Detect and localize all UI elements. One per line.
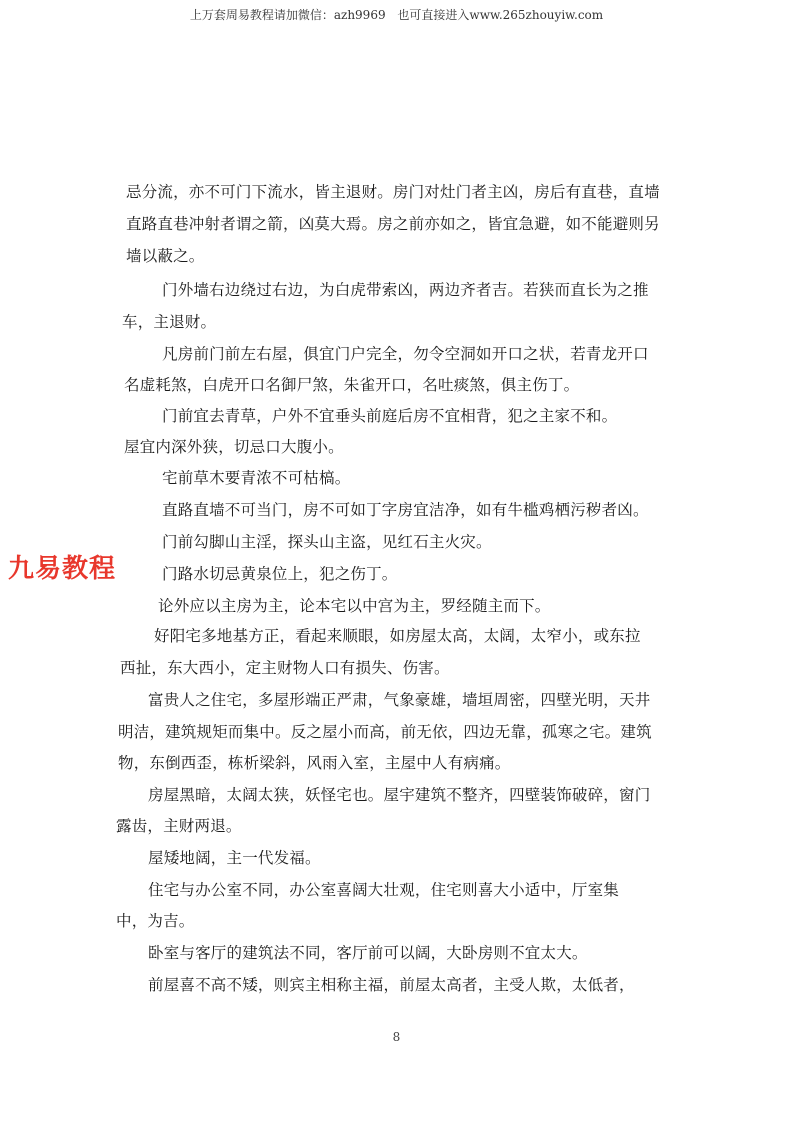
text-line: 门外墙右边绕过右边，为白虎带索凶，两边齐者吉。若狭而直长为之推 <box>162 281 649 299</box>
text-line: 门路水切忌黄泉位上，犯之伤丁。 <box>162 565 398 583</box>
text-line: 名虚耗煞，白虎开口名御尸煞，朱雀开口，名吐痰煞，俱主伤丁。 <box>124 376 580 394</box>
text-line: 住宅与办公室不同，办公室喜阔大壮观，住宅则喜大小适中，厅室集 <box>148 881 620 899</box>
text-line: 物，东倒西歪，栋析梁斜，风雨入室，主屋中人有病痛。 <box>118 754 511 772</box>
text-line: 宅前草木要青浓不可枯槁。 <box>162 469 351 487</box>
text-line: 西扯，东大西小，定主财物人口有损失、伤害。 <box>120 659 450 677</box>
text-line: 墙以蔽之。 <box>126 247 205 265</box>
text-line: 直路直巷冲射者谓之箭，凶莫大焉。房之前亦如之，皆宜急避，如不能避则另 <box>126 215 660 233</box>
text-line: 卧室与客厅的建筑法不同，客厅前可以阔，大卧房则不宜太大。 <box>148 944 588 962</box>
text-line: 凡房前门前左右屋，俱宜门户完全，勿令空洞如开口之状，若青龙开口 <box>162 345 649 363</box>
watermark-logo: 九易教程 <box>8 554 117 584</box>
text-line: 中，为吉。 <box>116 912 195 930</box>
text-line: 车，主退财。 <box>122 313 217 331</box>
page-number: 8 <box>392 1030 401 1044</box>
text-line: 屋矮地阔，主一代发福。 <box>148 849 321 867</box>
text-line: 直路直墙不可当门，房不可如丁字房宜洁净，如有牛槛鸡栖污秽者凶。 <box>162 501 649 519</box>
text-line: 论外应以主房为主，论本宅以中宫为主，罗经随主而下。 <box>158 597 551 615</box>
header-link[interactable]: 也可直接进入www.265zhouyiw.com <box>397 8 604 22</box>
text-line: 富贵人之住宅，多屋形端正严肃，气象豪雄，墙垣周密，四壁光明，天井 <box>148 691 651 709</box>
text-line: 好阳宅多地基方正，看起来顺眼，如房屋太高，太阔，太窄小，或东拉 <box>154 627 641 645</box>
text-line: 前屋喜不高不矮，则宾主相称主福，前屋太高者，主受人欺，太低者， <box>148 976 635 994</box>
text-line: 明洁，建筑规矩而集中。反之屋小而高，前无依，四边无靠，孤寒之宅。建筑 <box>118 723 652 741</box>
header-text: 上万套周易教程请加微信：azh9969 <box>189 8 386 22</box>
text-line: 门前勾脚山主淫，探头山主盗，见红石主火灾。 <box>162 533 492 551</box>
text-line: 露齿，主财两退。 <box>116 817 242 835</box>
text-line: 屋宜内深外狭，切忌口大腹小。 <box>124 438 344 456</box>
text-line: 房屋黑暗，太阔太狭，妖怪宅也。屋宇建筑不整齐，四壁装饰破碎，窗门 <box>148 786 651 804</box>
text-line: 门前宜去青草，户外不宜垂头前庭后房不宜相背，犯之主家不和。 <box>162 407 618 425</box>
text-line: 忌分流，亦不可门下流水，皆主退财。房门对灶门者主凶，房后有直巷，直墙 <box>126 183 660 201</box>
page-header <box>0 6 793 23</box>
